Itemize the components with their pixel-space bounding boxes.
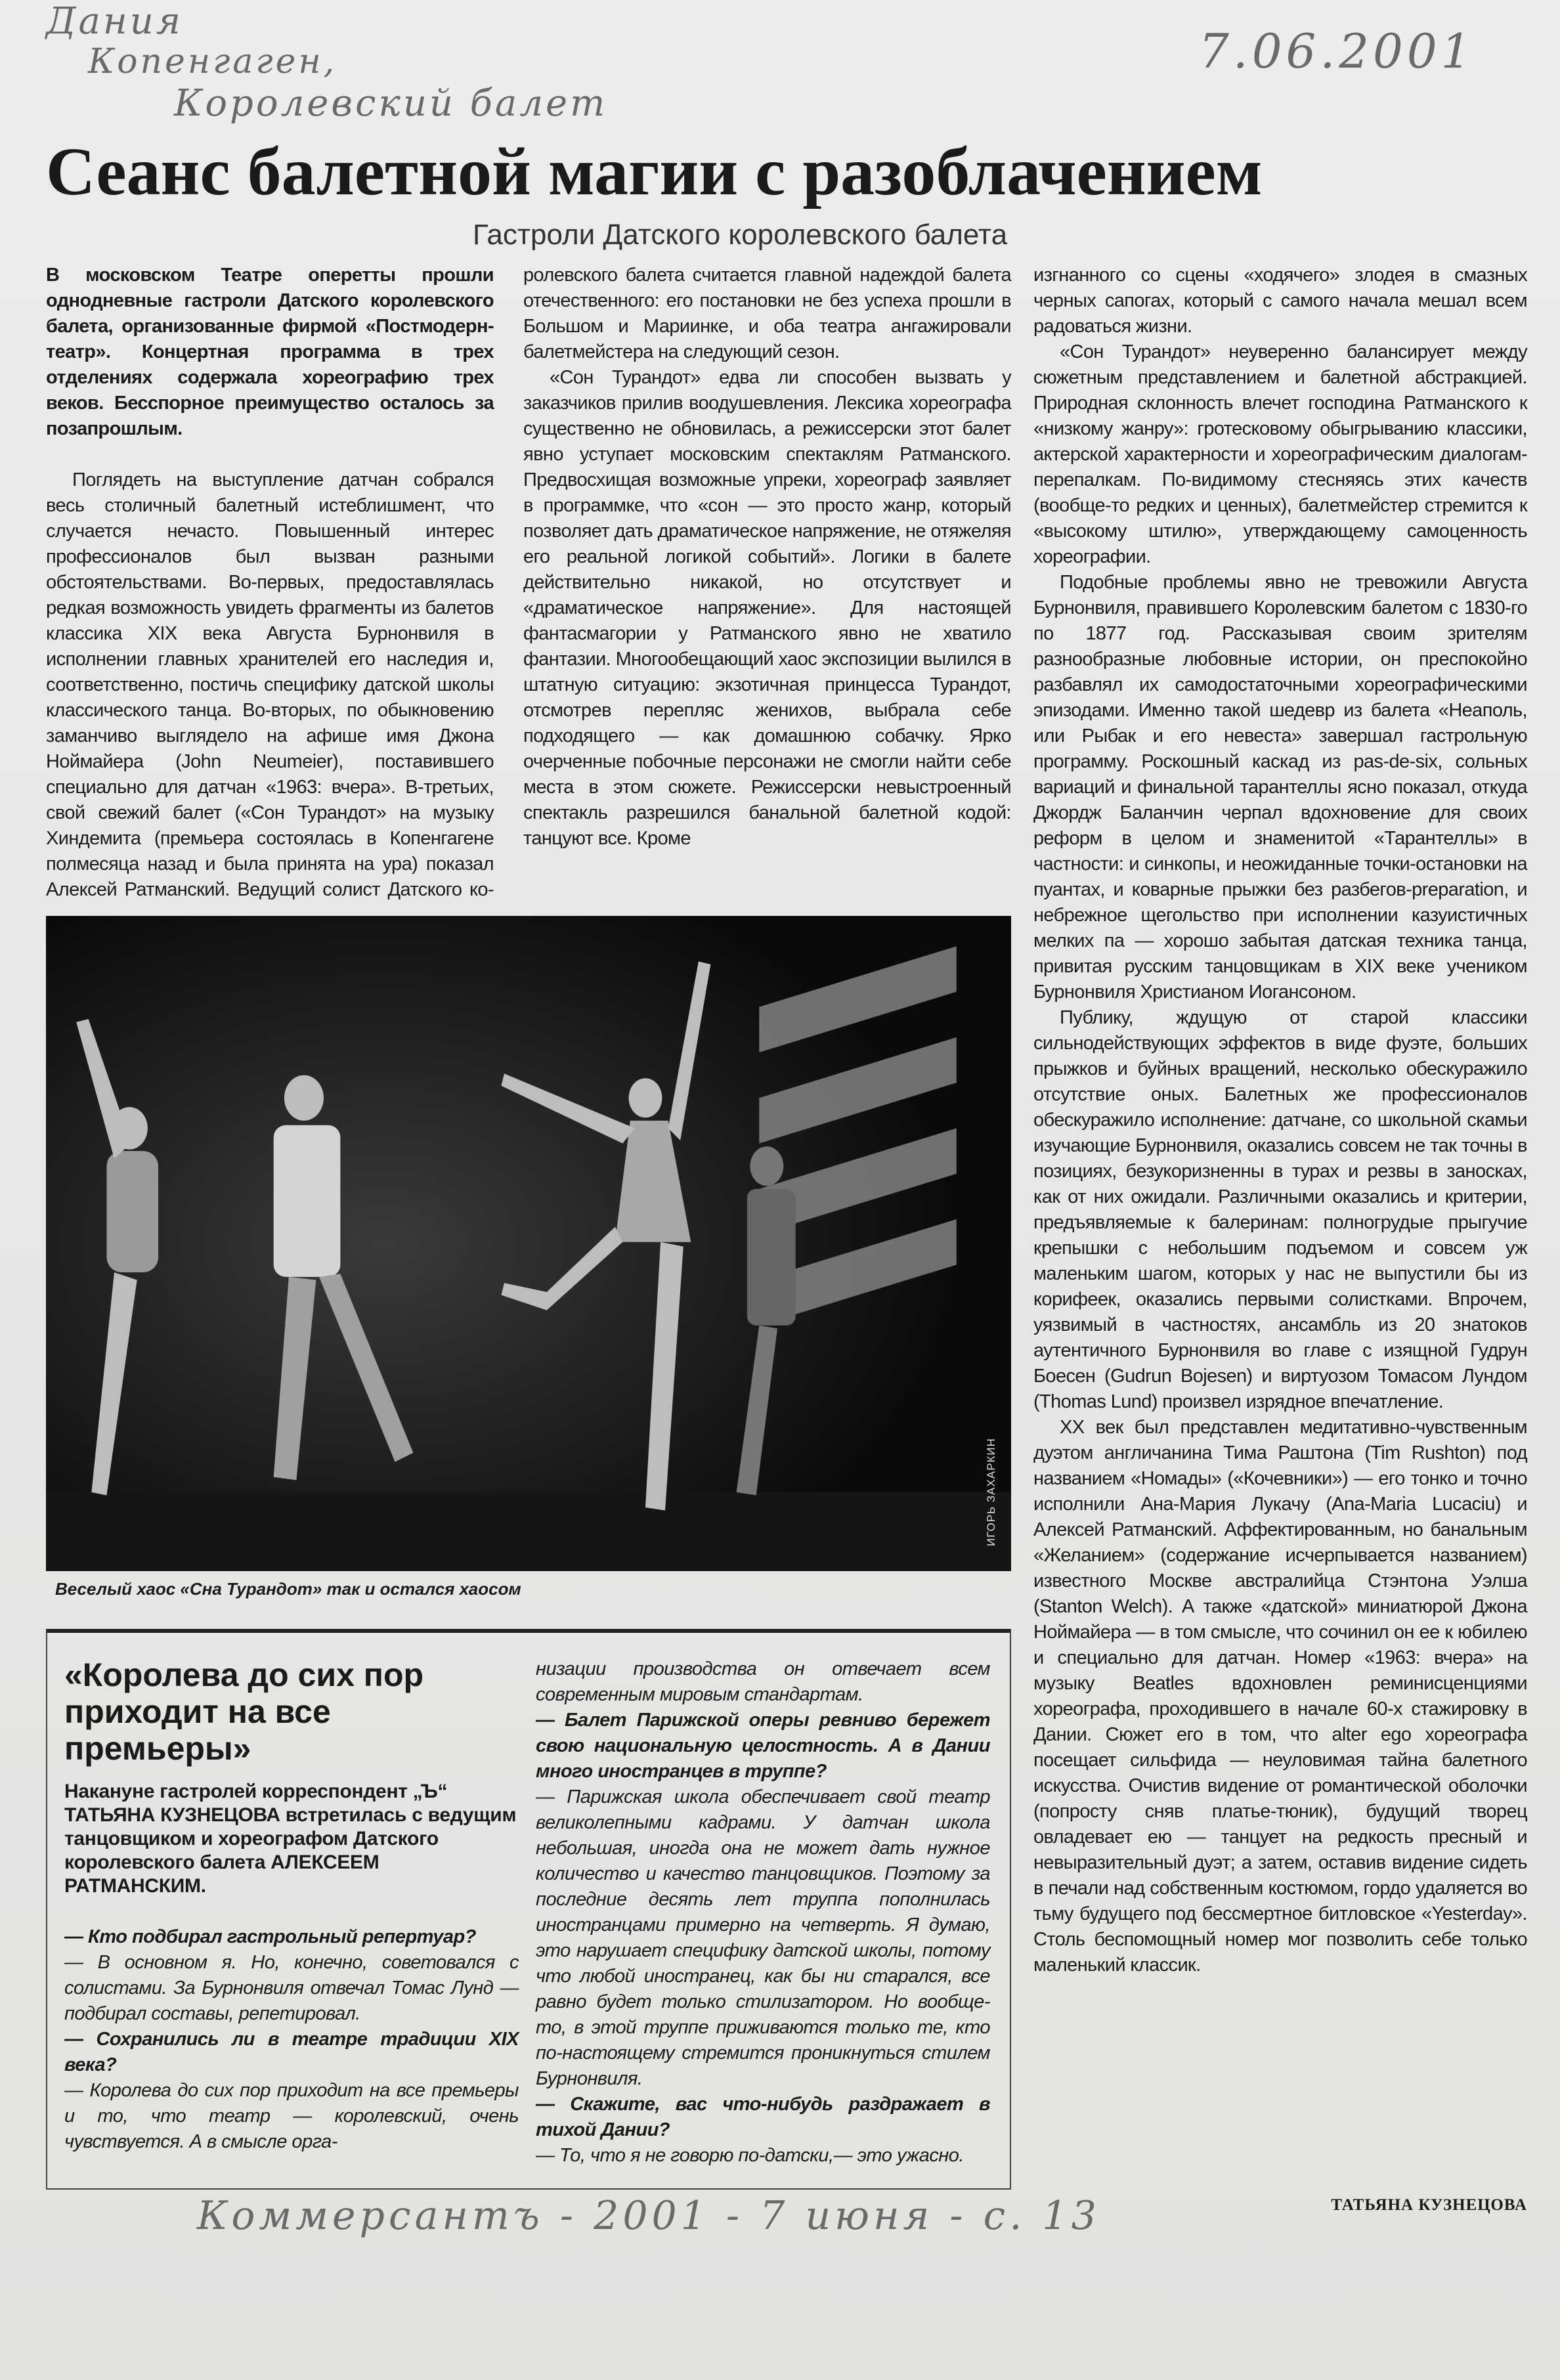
article-column-2	[523, 263, 1011, 903]
interview-column-2	[536, 1656, 990, 2169]
interview-left	[64, 1656, 519, 2169]
article-paragraph: Поглядеть на выступление датчан собрался весь столичный балетный истеблишмент, что случается нечасто. Повышенный интерес профессионалов был вызван разными обстоятельствами. Во-первых, предоставлялась редкая возможность увидеть фрагменты из балетов классика XIX века Августа Бурнонвиля в исполнении главных хранителей его наследия и, соответственно, постичь специфику датской школы классического танца. Во-вторых, по обыкновению заманчиво выглядело на афише имя Джона Ноймайера (John Neumeier), поставившего специально для датчан «1963: вчера». В-третьих, свой свежий балет («Сон Турандот» на музыку Хиндемита (премьера состоялась в Копенгагене полмесяца назад и была принята на ура) показал Алексей Ратманский. Ведущий солист Датского ко-	[46, 469, 494, 900]
interview-answer: низации производства он отвечает всем современным мировым стандартам.	[536, 1658, 990, 1705]
interview-intro: Накануне гастролей корреспондент „Ъ“ ТАТЬЯНА КУЗНЕЦОВА встретилась с ведущим танцовщиком и хореографом Датского королевского балета АЛЕКСЕЕМ РАТМАНСКИМ.	[64, 1781, 517, 1897]
ballet-photo	[46, 916, 1011, 1571]
handwritten-date: 7.06.2001	[1199, 24, 1475, 79]
handwritten-country: Дания	[46, 0, 183, 43]
photo-credit: ИГОРЬ ЗАХАРКИН	[985, 1438, 997, 1546]
article-column-1	[46, 263, 494, 903]
article-paragraph: Подобные проблемы явно не тревожили Августа Бурнонвиля, правившего Королевским балетом с 1830-го по 1877 год. Рассказывая своим зрителям разнообразные любовные истории, он преспокойно разбавлял их самодостаточными хореографическими эпизодами. Именно такой шедевр из балета «Неаполь, или Рыбак и его невеста» завершал гастрольную программу. Роскошный каскад из pas-de-six, сольных вариаций и финальной тарантеллы ясно показал, откуда Джордж Баланчин черпал вдохновение для своих реформ в целом и знаменитой «Тарантеллы» в частности: и синкопы, и неожиданные точки-остановки на пуантах, и коварные прыжки без разбегов-preparation, и небрежное щегольство при исполнении казуистичных мелких па — хорошо забытая датская техника танца, привитая русским танцовщикам в XIX веке учеником Бурнонвиля Христианом Иогансоном.	[1033, 572, 1527, 1003]
clipping-footer	[0, 2190, 1560, 2249]
article-column-3	[1033, 263, 1527, 1978]
handwritten-source: Коммерсантъ - 2001 - 7 июня - с. 13	[197, 2193, 1100, 2239]
ballet-dancers-image	[46, 916, 1011, 1571]
interview-answer: — Парижская школа обеспечивает свой театр великолепными кадрами. У датчан школа небольшая, иногда она не может дать нужное количество и качество танцовщиков. Поэтому за последние десять лет труппа пополнилась иностранцами примерно на четверть. Я думаю, это нарушает специфику датской школы, потому что любой иностранец, как бы ни старался, все равно будет только стилизатором. Но вообще-то, в этой труппе приживаются только те, кто по-настоящему стремится проникнуться стилем Бурнонвиля.	[536, 1786, 990, 2089]
interview-question: — Балет Парижской оперы ревниво бережет свою национальную целостность. А в Дании много иностранцев в труппе?	[536, 1710, 990, 1782]
interview-question: — Сохранились ли в театре традиции XIX века?	[64, 2029, 519, 2075]
article-body	[46, 263, 1527, 2190]
article-paragraph: «Сон Турандот» неуверенно балансирует между сюжетным представлением и балетной абстракцией. Природная склонность влечет господина Ратманского к «низкому жанру»: гротесковому обыгрыванию классики, актерской характерности и хореографическим диалогам-перепалкам. По-видимому стесняясь этих качеств (вообще-то редких и ценных), балетмейстер стремится к «высокому штилю», утверждающему самоценность хореографии.	[1033, 341, 1527, 567]
left-block	[46, 263, 1011, 2190]
photo-caption: Веселый хаос «Сна Турандот» так и остался хаосом	[55, 1579, 521, 1599]
article-headline: Сеанс балетной магии с разоблачением	[46, 134, 1263, 209]
interview-answer: — В основном я. Но, конечно, советовался с солистами. За Бурнонвиля отвечал Томас Лунд — подбирал составы, репетировал.	[64, 1952, 519, 2024]
interview-column-1	[64, 1924, 519, 2155]
interview-title: «Королева до сих пор приходит на все премьеры»	[64, 1656, 424, 1767]
article-paragraph: Публику, ждущую от старой классики сильнодействующих эффектов в виде фуэте, больших прыжков и буйных вращений, несколько обескуражило отсутствие оных. Балетных же профессионалов обескуражило исполнение: датчане, со школьной скамьи изучающие Бурнонвиля, оказались совсем не так точны в позициях, безукоризненны в турах и резвы в заносках, как от них ожидали. Различными оказались и критерии, предъявляемые к балеринам: полногрудые прыгучие крепышки с небольшим подъемом и совсем уж маленьким шагом, которых у нас не выпустили бы из корифеек, оказались первыми солистками. Впрочем, уязвимый в частностях, ансамбль из 20 знатоков аутентичного Бурнонвиля во главе с изящной Гудрун Боесен (Gudrun Bojesen) и виртуозом Томасом Лундом (Thomas Lund) произвел изрядное впечатление.	[1033, 1007, 1527, 1412]
interview-answer: — Королева до сих пор приходит на все премьеры и то, что театр — королевский, очень чувствуется. А в смысле орга-	[64, 2080, 519, 2152]
article-paragraph: изгнанного со сцены «ходячего» злодея в смазных черных сапогах, который с самого начала мешал всем радоваться жизни.	[1033, 265, 1527, 337]
article-paragraph: ролевского балета считается главной надеждой балета отечественного: его постановки не без успеха прошли в Большом и Мариинке, и оба театра ангажировали балетмейстера на следующий сезон.	[523, 265, 1011, 362]
handwritten-city: Копенгаген,	[88, 42, 337, 81]
article-paragraph: «Сон Турандот» едва ли способен вызвать у заказчиков прилив воодушевления. Лексика хореографа существенно не обновилась, а режиссерски этот балет явно уступает московским спектаклям Ратманского. Предвосхищая возможные упреки, хореограф заявляет в программке, что «сон — это просто жанр, который позволяет дать драматическое напряжение, не отяжеляя его реальной логикой событий». Логики в балете действительно никакой, но отсутствует и «драматическое напряжение». Для настоящей фантасмагории у Ратманского явно не хватило фантазии. Многообещающий хаос экспозиции вылился в штатную ситуацию: экзотичная принцесса Турандот, отсмотрев перепляс женихов, выбрала себе подходящего — как домашнюю собачку. Ярко очерченные побочные персонажи не смогли найти себе места в этом сюжете. Режиссерски невыстроенный спектакль разрешился банальной балетной кодой: танцуют все. Кроме	[523, 367, 1011, 849]
interview-answer: — То, что я не говорю по-датски,— это ужасно.	[536, 2145, 964, 2166]
interview-question: — Скажите, вас что-нибудь раздражает в тихой Дании?	[536, 2094, 990, 2140]
interview-box	[46, 1629, 1011, 2190]
clipping-header	[0, 0, 1560, 263]
article-subtitle: Гастроли Датского королевского балета	[473, 219, 1008, 251]
article-paragraph: XX век был представлен медитативно-чувственным дуэтом англичанина Тима Раштона (Tim Rushton) под названием «Номады» («Кочевники») — его тонко и точно исполнили Ана-Мария Лукачу (Ana-Maria Lucaciu) и Алексей Ратманский. Аффектированным, но банальным «Желанием» (содержание исчерпывается названием) известного Москве австралийца Стэнтона Уэлша (Stanton Welch). А также «датской» миниатюрой Джона Ноймайера — в том смысле, что сочинил он ее к юбилею и специально для датчан. Номер «1963: вчера» на музыку Beatles вдохновлен реминисценциями хореографа, проходившего в начале 60-х стажировку в Дании. Сюжет его в том, что alter ego хореографа посещает сильфида — неуловимая тайна балетного искусства. Очистив видение от романтической оболочки (попросту сняв платье-тюник), будущий творец овладевает ею — танцует на редкость пресный и невыразительный дуэт; а затем, оставив видение сидеть в печали над собственным костюмом, гордо удаляется во тьму будущего под бессмертное битловское «Yesterday». Столь беспомощный номер мог позволить себе только маленький классик.	[1033, 1417, 1527, 1976]
top-columns	[46, 263, 1011, 903]
article-author: ТАТЬЯНА КУЗНЕЦОВА	[1331, 2196, 1527, 2214]
interview-question: — Кто подбирал гастрольный репертуар?	[64, 1926, 476, 1947]
article-lead: В московском Театре оперетты прошли однодневные гастроли Датского королевского балета, организованные фирмой «Постмодерн-театр». Концертная программа в трех отделениях содержала хореографию трех веков. Бесспорное преимущество осталось за позапрошлым.	[46, 265, 494, 439]
handwritten-theatre: Королевский балет	[174, 82, 608, 125]
